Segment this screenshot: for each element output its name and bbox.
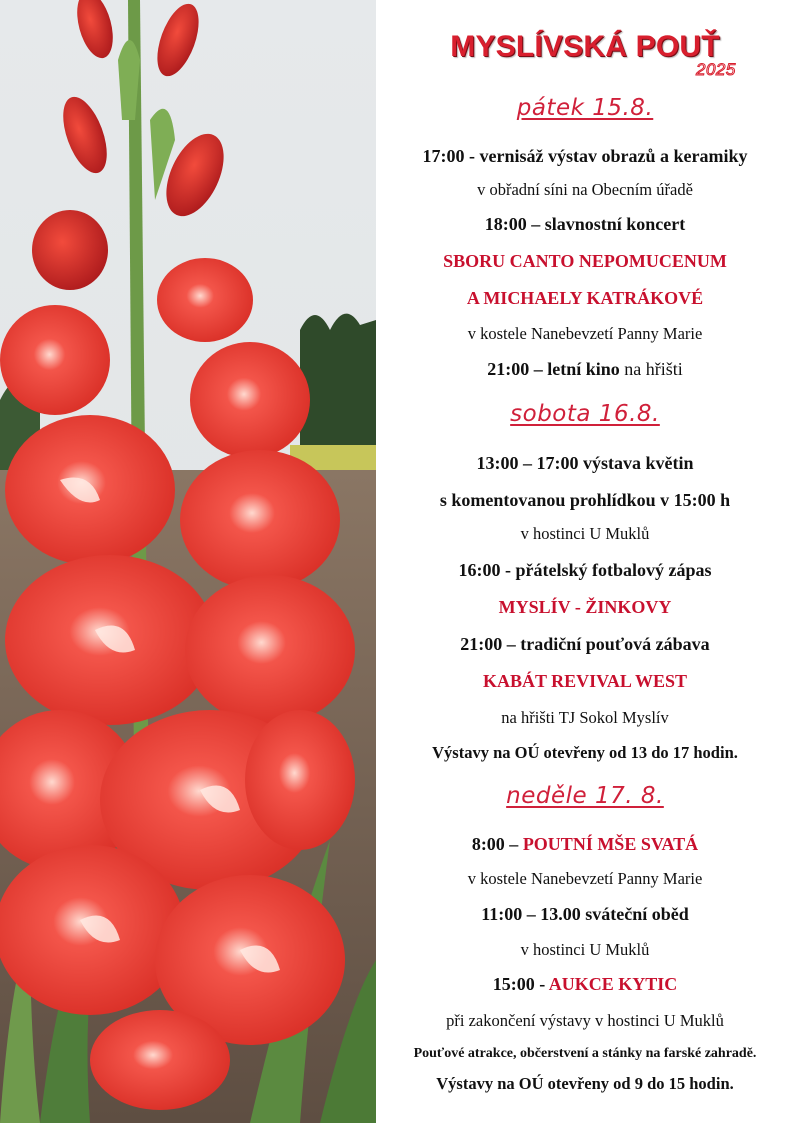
gladiolus-photo [0,0,376,1123]
saturday-event-5: MYSLÍV - ŽINKOVY [498,597,672,617]
saturday-event-2: s komentovanou prohlídkou v 15:00 h [439,490,731,510]
friday-event-5: A MICHAELY KATRÁKOVÉ [466,288,704,308]
saturday-event-7: KABÁT REVIVAL WEST [482,671,688,691]
day-heading-friday: pátek 15.8. [516,95,654,121]
poster-title: MYSLÍVSKÁ POUŤ [450,30,720,63]
sunday-mass-name: POUTNÍ MŠE SVATÁ [522,834,699,854]
sunday-auction-name: AUKCE KYTIC [548,974,678,994]
friday-cinema [376,359,794,380]
day-heading-saturday: sobota 16.8. [510,401,660,427]
saturday-event-3: v hostinci U Muklů [520,524,650,543]
friday-event-4: SBORU CANTO NEPOMUCENUM [443,251,727,271]
sunday-auction-time: 15:00 - [492,974,549,994]
friday-event-3: 18:00 – slavnostní koncert [484,214,686,234]
friday-event-2: v obřadní síni na Obecním úřadě [477,180,693,199]
gladiolus-illustration [0,0,376,1123]
program-content [376,0,794,1123]
sunday-closing-2: Pouťové atrakce, občerstvení a stánky na farské zahradě. [413,1046,757,1061]
saturday-event-6: 21:00 – tradiční pouťová zábava [460,634,710,654]
sunday-closing-1: při zakončení výstavy v hostinci U Muklů [446,1011,724,1030]
saturday-event-4: 16:00 - přátelský fotbalový zápas [458,560,712,580]
sunday-mass [376,834,794,855]
sunday-event-3: v hostinci U Muklů [520,940,650,959]
saturday-event-8: na hřišti TJ Sokol Myslív [501,708,669,727]
friday-event-6: v kostele Nanebevzetí Panny Marie [467,324,703,343]
poster-year: 2025 [696,60,736,79]
sunday-event-2: 11:00 – 13.00 sváteční oběd [481,904,689,924]
friday-cinema-time: 21:00 – letní kino [487,359,620,379]
sunday-event-1: v kostele Nanebevzetí Panny Marie [467,869,703,888]
friday-cinema-place: na hřišti [619,359,683,379]
saturday-event-9: Výstavy na OÚ otevřeny od 13 do 17 hodin. [432,743,738,762]
saturday-event-1: 13:00 – 17:00 výstava květin [476,453,694,473]
sunday-closing-3: Výstavy na OÚ otevřeny od 9 do 15 hodin. [436,1074,734,1093]
day-heading-sunday: neděle 17. 8. [506,783,664,809]
friday-event-1: 17:00 - vernisáž výstav obrazů a keramiky [422,146,748,166]
sunday-mass-time: 8:00 – [471,834,523,854]
sunday-auction [376,974,794,995]
